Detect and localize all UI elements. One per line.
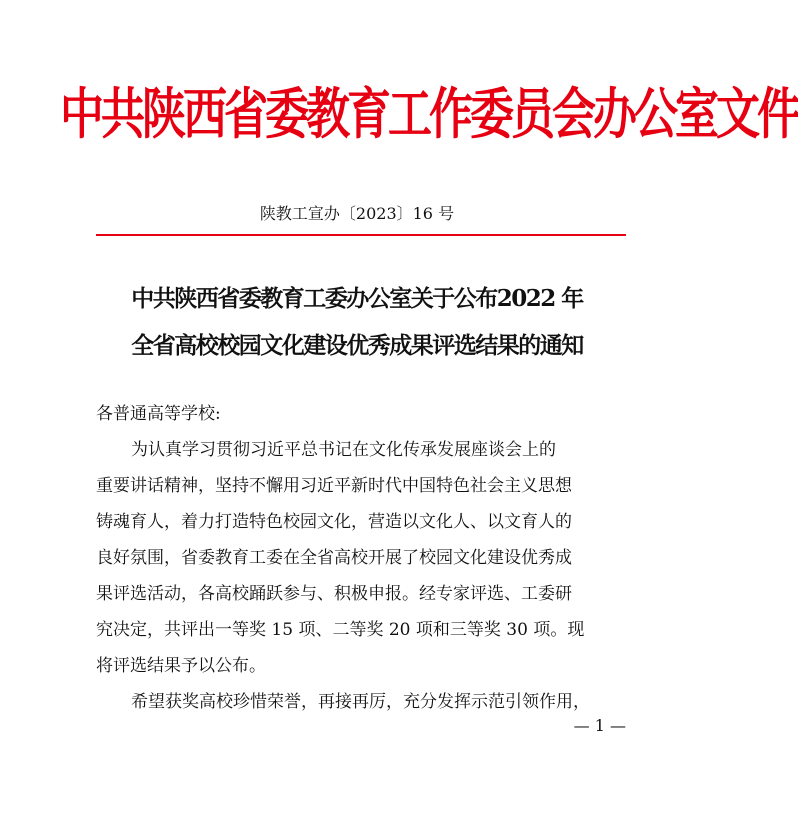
body-text-line: 希望获奖高校珍惜荣誉，再接再厉，充分发挥示范引领作用， [131, 692, 590, 712]
body-text-line: 为认真学习贯彻习近平总书记在文化传承发展座谈会上的 [131, 440, 556, 460]
notice-title-line-1: 中共陕西省委教育工委办公室关于公布2022 年 [131, 285, 583, 312]
red-separator-line [96, 234, 626, 236]
page-number: — 1 — [573, 716, 626, 735]
body-text-line: 重要讲话精神，坚持不懈用习近平新时代中国特色社会主义思想 [96, 476, 572, 496]
body-text-line: 究决定，共评出一等奖 15 项、二等奖 20 项和三等奖 30 项。现 [96, 620, 585, 640]
body-text-line: 良好氛围，省委教育工委在全省高校开展了校园文化建设优秀成 [96, 548, 572, 568]
notice-title-line-2: 全省高校校园文化建设优秀成果评选结果的通知 [131, 332, 583, 359]
body-text-line: 果评选活动，各高校踊跃参与、积极申报。经专家评选、工委研 [96, 584, 572, 604]
document-number: 陕教工宣办〔2023〕16 号 [259, 204, 455, 223]
body-text-line: 铸魂育人，着力打造特色校园文化，营造以文化人、以文育人的 [96, 512, 572, 532]
body-text-line: 将评选结果予以公布。 [96, 656, 266, 676]
salutation: 各普通高等学校: [96, 404, 221, 424]
issuer-red-header: 中共陕西省委教育工作委员会办公室文件 [60, 83, 798, 147]
